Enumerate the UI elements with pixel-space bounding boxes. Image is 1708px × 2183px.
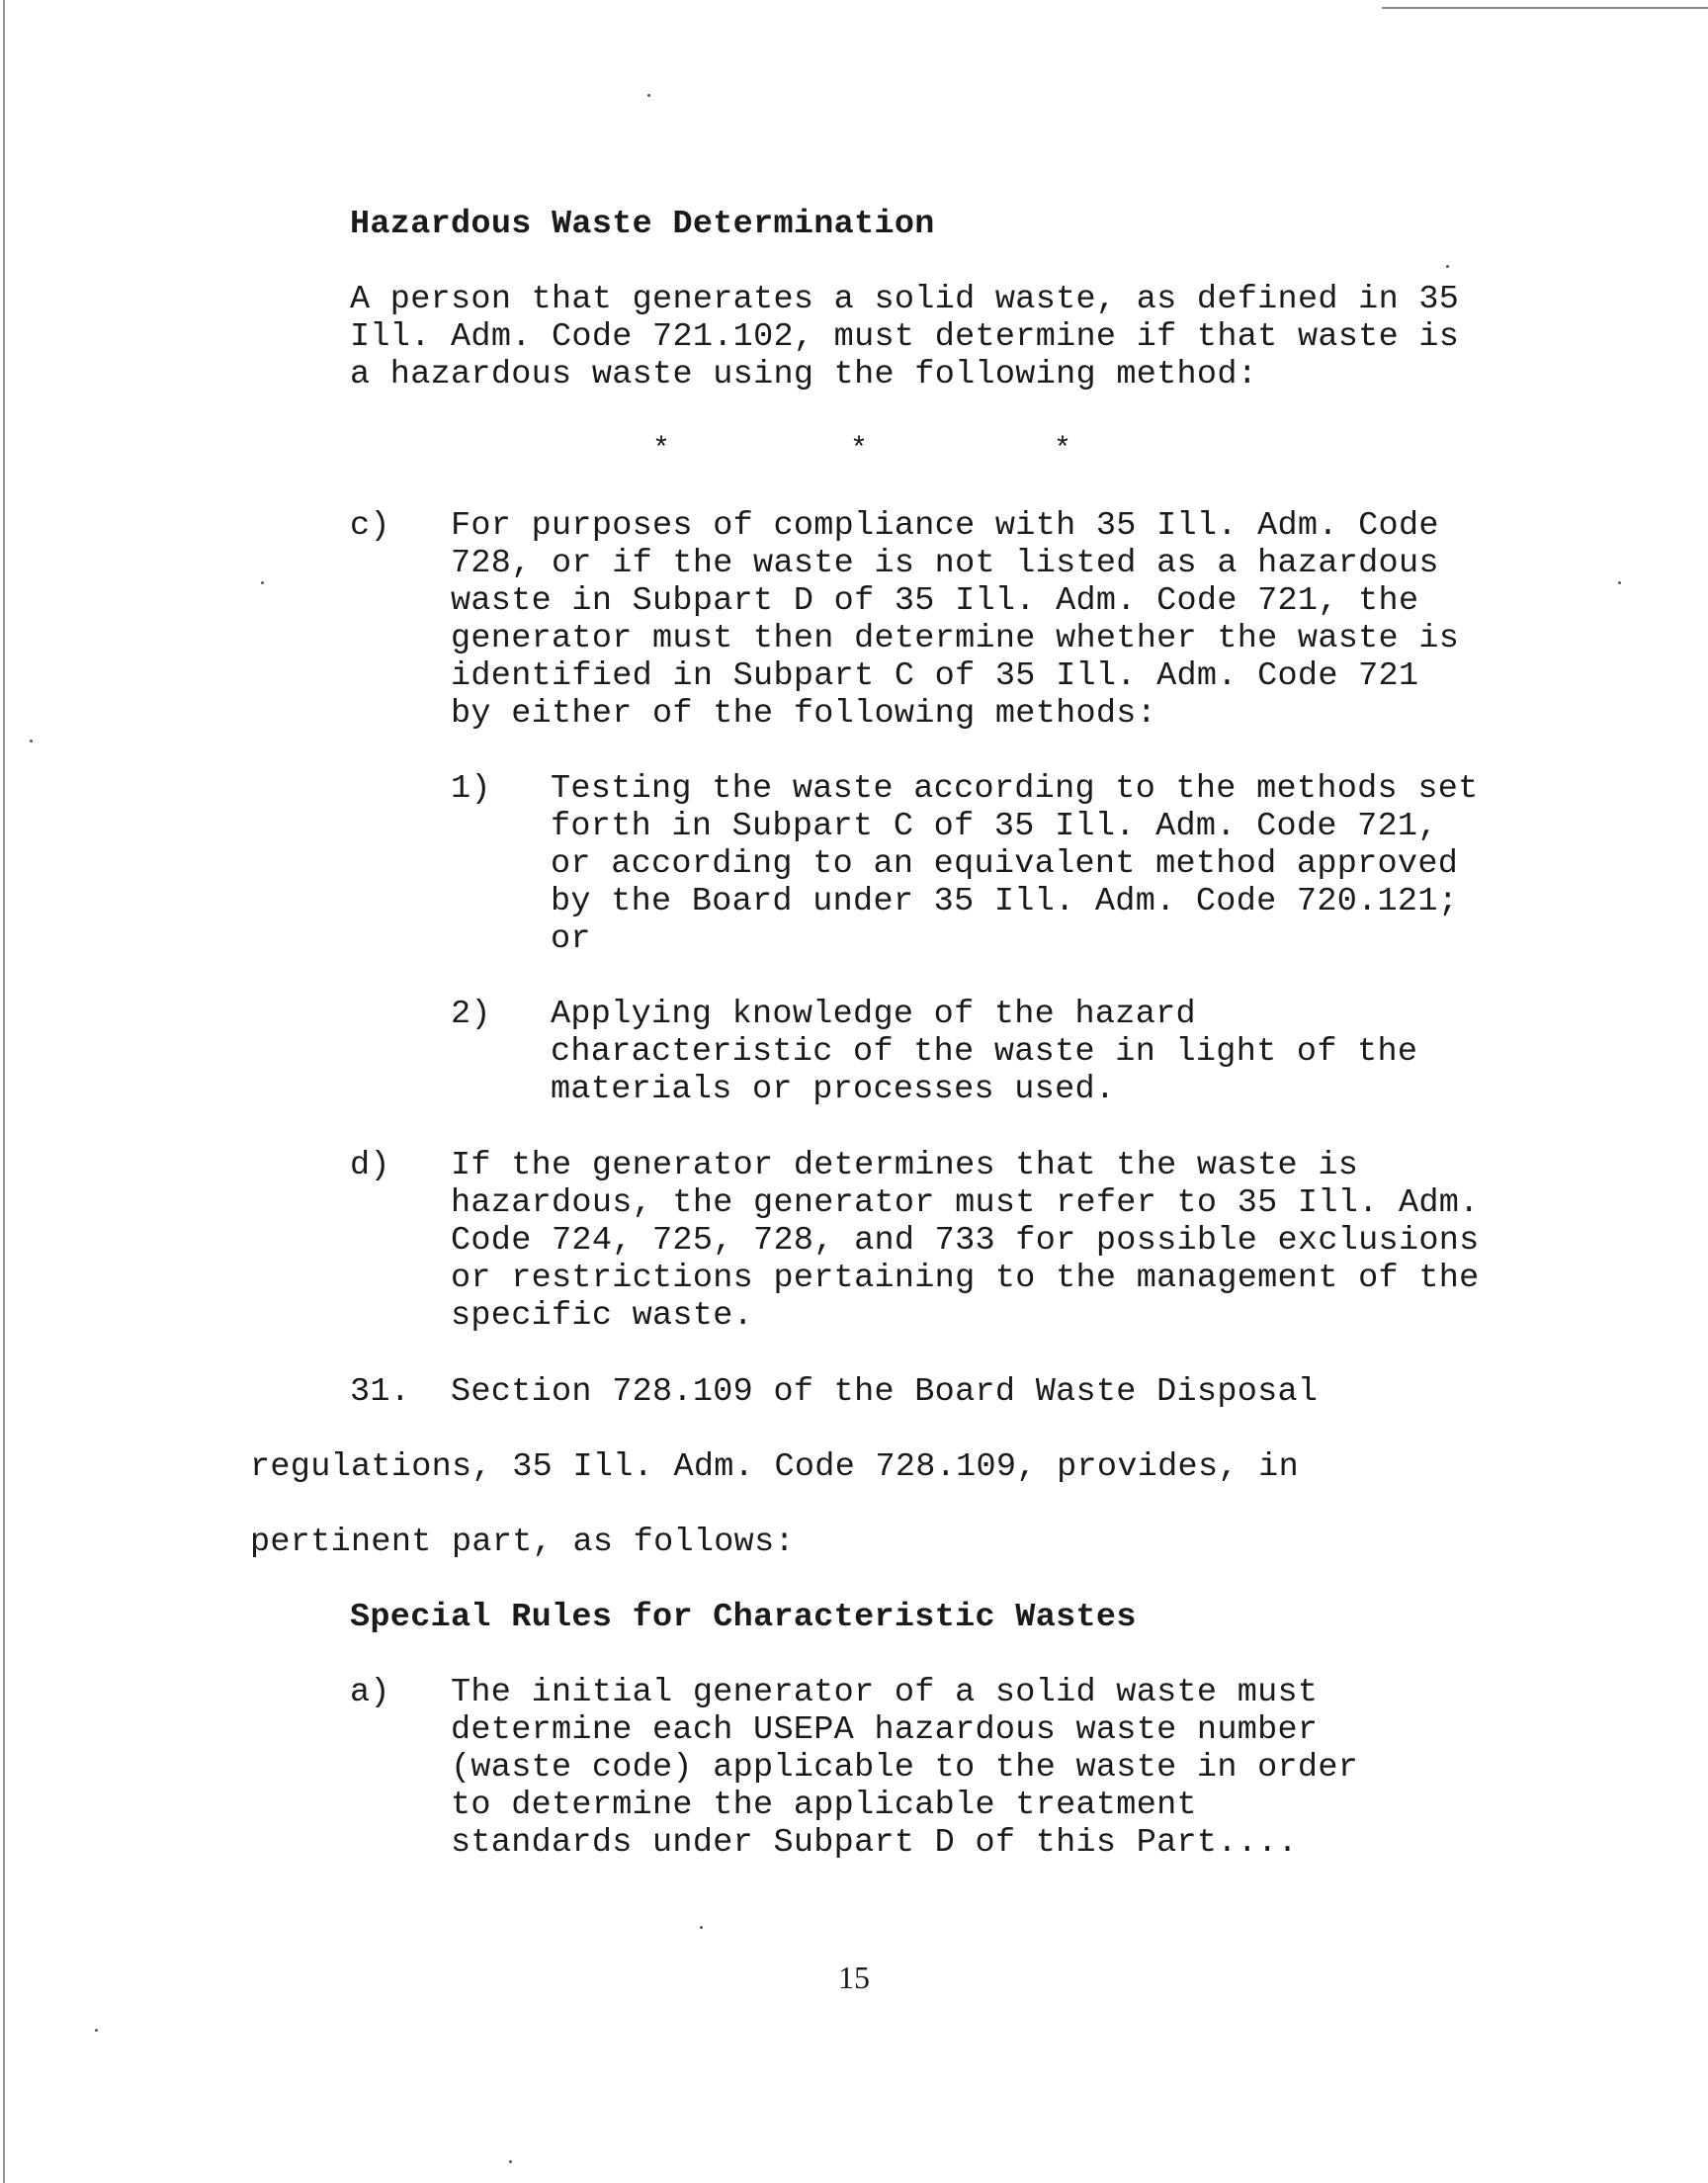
omission-star: * (1054, 433, 1072, 467)
scan-speck (509, 2160, 512, 2163)
item-d-line: specific waste. (451, 1297, 754, 1335)
scan-speck (1446, 265, 1449, 268)
item-2-line: Applying knowledge of the hazard (551, 996, 1196, 1033)
paragraph-line: Section 728.109 of the Board Waste Disposal (451, 1373, 1319, 1411)
item-2-line: materials or processes used. (551, 1071, 1116, 1108)
item-a-line: standards under Subpart D of this Part.... (451, 1824, 1298, 1862)
scan-edge-top (1382, 7, 1708, 9)
item-d-line: or restrictions pertaining to the management of the (451, 1260, 1480, 1297)
list-label-c: c) (350, 507, 390, 545)
omission-star: * (850, 433, 869, 467)
scan-speck (700, 1926, 703, 1929)
item-d-line: If the generator determines that the waste is (451, 1147, 1359, 1184)
scan-speck (30, 740, 33, 742)
page-number: 15 (838, 1960, 870, 1995)
scan-edge-left (3, 0, 5, 2183)
scan-speck (261, 581, 264, 584)
item-1-line: by the Board under 35 Ill. Adm. Code 720.121; (551, 883, 1459, 920)
intro-line: a hazardous waste using the following method: (350, 356, 1258, 393)
paragraph-line: pertinent part, as follows: (250, 1524, 795, 1561)
item-a-line: to determine the applicable treatment (451, 1787, 1197, 1824)
item-c-line: generator must then determine whether the waste is (451, 620, 1460, 657)
list-label-a: a) (350, 1674, 390, 1711)
omission-star: * (652, 433, 671, 467)
item-c-line: 728, or if the waste is not listed as a hazardous (451, 545, 1439, 582)
intro-line: Ill. Adm. Code 721.102, must determine if that waste is (350, 318, 1460, 356)
item-c-line: waste in Subpart D of 35 Ill. Adm. Code 721, the (451, 582, 1419, 620)
list-label-2: 2) (451, 996, 491, 1033)
item-a-line: determine each USEPA hazardous waste number (451, 1711, 1319, 1749)
item-a-line: The initial generator of a solid waste must (451, 1674, 1319, 1711)
item-1-line: or (551, 920, 591, 958)
scan-speck (1618, 581, 1621, 584)
item-1-line: or according to an equivalent method approved (551, 845, 1459, 883)
item-1-line: Testing the waste according to the methods set (551, 770, 1479, 808)
intro-line: A person that generates a solid waste, as defined in 35 (350, 281, 1460, 318)
list-label-1: 1) (451, 770, 491, 808)
scan-speck (95, 2029, 98, 2032)
scan-speck (647, 94, 650, 97)
section-heading: Special Rules for Characteristic Wastes (350, 1599, 1137, 1636)
item-c-line: identified in Subpart C of 35 Ill. Adm. Code 721 (451, 657, 1419, 695)
item-d-line: hazardous, the generator must refer to 35 Ill. Adm. (451, 1184, 1480, 1222)
item-d-line: Code 724, 725, 728, and 733 for possible exclusions (451, 1222, 1480, 1260)
item-1-line: forth in Subpart C of 35 Ill. Adm. Code 721, (551, 808, 1438, 845)
paragraph-line: regulations, 35 Ill. Adm. Code 728.109, provides, in (250, 1448, 1299, 1486)
item-c-line: For purposes of compliance with 35 Ill. Adm. Code (451, 507, 1439, 545)
item-2-line: characteristic of the waste in light of the (551, 1033, 1418, 1071)
list-label-d: d) (350, 1147, 390, 1184)
item-a-line: (waste code) applicable to the waste in order (451, 1749, 1359, 1787)
section-heading: Hazardous Waste Determination (350, 206, 935, 243)
item-c-line: by either of the following methods: (451, 695, 1157, 733)
paragraph-number: 31. (350, 1373, 411, 1411)
